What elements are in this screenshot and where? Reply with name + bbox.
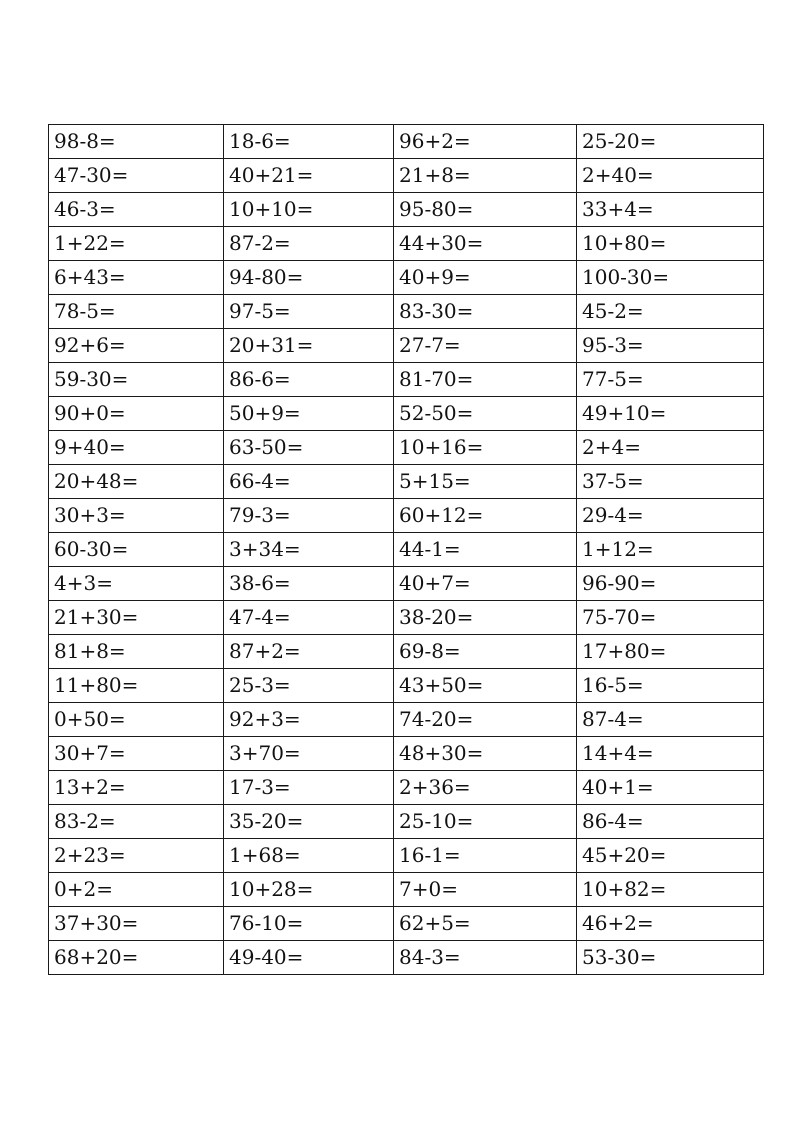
problem-cell: 17+80= (577, 635, 764, 669)
problem-cell: 52-50= (394, 397, 577, 431)
table-row (49, 873, 764, 907)
table-row (49, 805, 764, 839)
problem-cell: 2+4= (577, 431, 764, 465)
problem-cell: 38-20= (394, 601, 577, 635)
table-row (49, 227, 764, 261)
problem-cell: 29-4= (577, 499, 764, 533)
problem-cell: 48+30= (394, 737, 577, 771)
problem-cell: 45+20= (577, 839, 764, 873)
problem-cell: 10+80= (577, 227, 764, 261)
problem-cell: 98-8= (49, 125, 224, 159)
problem-cell: 30+3= (49, 499, 224, 533)
problem-cell: 79-3= (224, 499, 394, 533)
problem-cell: 17-3= (224, 771, 394, 805)
problem-cell: 63-50= (224, 431, 394, 465)
problem-cell: 21+30= (49, 601, 224, 635)
problem-cell: 18-6= (224, 125, 394, 159)
table-row (49, 159, 764, 193)
problem-cell: 100-30= (577, 261, 764, 295)
problem-cell: 49-40= (224, 941, 394, 975)
problem-cell: 7+0= (394, 873, 577, 907)
problem-cell: 40+7= (394, 567, 577, 601)
problem-cell: 97-5= (224, 295, 394, 329)
table-row (49, 669, 764, 703)
problem-cell: 10+28= (224, 873, 394, 907)
problem-cell: 27-7= (394, 329, 577, 363)
problem-cell: 2+23= (49, 839, 224, 873)
problem-cell: 68+20= (49, 941, 224, 975)
problems-table-body (49, 125, 764, 975)
table-row (49, 295, 764, 329)
problem-cell: 9+40= (49, 431, 224, 465)
problem-cell: 35-20= (224, 805, 394, 839)
problem-cell: 84-3= (394, 941, 577, 975)
table-row (49, 703, 764, 737)
problem-cell: 38-6= (224, 567, 394, 601)
problem-cell: 62+5= (394, 907, 577, 941)
problem-cell: 92+6= (49, 329, 224, 363)
problem-cell: 83-2= (49, 805, 224, 839)
table-row (49, 533, 764, 567)
problem-cell: 87-4= (577, 703, 764, 737)
problem-cell: 20+31= (224, 329, 394, 363)
table-row (49, 329, 764, 363)
problem-cell: 3+34= (224, 533, 394, 567)
problem-cell: 90+0= (49, 397, 224, 431)
problem-cell: 5+15= (394, 465, 577, 499)
problem-cell: 44-1= (394, 533, 577, 567)
problem-cell: 75-70= (577, 601, 764, 635)
problem-cell: 2+40= (577, 159, 764, 193)
problem-cell: 94-80= (224, 261, 394, 295)
table-row (49, 499, 764, 533)
problem-cell: 59-30= (49, 363, 224, 397)
problem-cell: 11+80= (49, 669, 224, 703)
problems-table (48, 124, 764, 975)
problem-cell: 44+30= (394, 227, 577, 261)
problem-cell: 0+2= (49, 873, 224, 907)
problem-cell: 69-8= (394, 635, 577, 669)
problem-cell: 10+16= (394, 431, 577, 465)
table-row (49, 397, 764, 431)
arithmetic-worksheet (48, 124, 763, 975)
problem-cell: 78-5= (49, 295, 224, 329)
problem-cell: 21+8= (394, 159, 577, 193)
problem-cell: 16-1= (394, 839, 577, 873)
problem-cell: 86-4= (577, 805, 764, 839)
problem-cell: 60-30= (49, 533, 224, 567)
table-row (49, 363, 764, 397)
table-row (49, 907, 764, 941)
problem-cell: 40+21= (224, 159, 394, 193)
table-row (49, 771, 764, 805)
problem-cell: 1+12= (577, 533, 764, 567)
problem-cell: 10+10= (224, 193, 394, 227)
problem-cell: 47-4= (224, 601, 394, 635)
problem-cell: 92+3= (224, 703, 394, 737)
problem-cell: 37-5= (577, 465, 764, 499)
problem-cell: 25-20= (577, 125, 764, 159)
problem-cell: 87+2= (224, 635, 394, 669)
problem-cell: 66-4= (224, 465, 394, 499)
problem-cell: 37+30= (49, 907, 224, 941)
problem-cell: 10+82= (577, 873, 764, 907)
problem-cell: 33+4= (577, 193, 764, 227)
problem-cell: 96-90= (577, 567, 764, 601)
problem-cell: 86-6= (224, 363, 394, 397)
problem-cell: 77-5= (577, 363, 764, 397)
problem-cell: 16-5= (577, 669, 764, 703)
problem-cell: 2+36= (394, 771, 577, 805)
problem-cell: 81-70= (394, 363, 577, 397)
problem-cell: 49+10= (577, 397, 764, 431)
table-row (49, 125, 764, 159)
table-row (49, 567, 764, 601)
problem-cell: 25-10= (394, 805, 577, 839)
problem-cell: 13+2= (49, 771, 224, 805)
table-row (49, 839, 764, 873)
problem-cell: 76-10= (224, 907, 394, 941)
problem-cell: 40+9= (394, 261, 577, 295)
table-row (49, 635, 764, 669)
problem-cell: 95-80= (394, 193, 577, 227)
problem-cell: 6+43= (49, 261, 224, 295)
problem-cell: 83-30= (394, 295, 577, 329)
problem-cell: 47-30= (49, 159, 224, 193)
problem-cell: 96+2= (394, 125, 577, 159)
problem-cell: 53-30= (577, 941, 764, 975)
problem-cell: 30+7= (49, 737, 224, 771)
problem-cell: 74-20= (394, 703, 577, 737)
problem-cell: 1+22= (49, 227, 224, 261)
table-row (49, 193, 764, 227)
problem-cell: 43+50= (394, 669, 577, 703)
problem-cell: 95-3= (577, 329, 764, 363)
problem-cell: 3+70= (224, 737, 394, 771)
problem-cell: 60+12= (394, 499, 577, 533)
problem-cell: 46+2= (577, 907, 764, 941)
problem-cell: 4+3= (49, 567, 224, 601)
table-row (49, 737, 764, 771)
table-row (49, 601, 764, 635)
problem-cell: 14+4= (577, 737, 764, 771)
problem-cell: 87-2= (224, 227, 394, 261)
problem-cell: 1+68= (224, 839, 394, 873)
problem-cell: 25-3= (224, 669, 394, 703)
problem-cell: 46-3= (49, 193, 224, 227)
table-row (49, 261, 764, 295)
problem-cell: 45-2= (577, 295, 764, 329)
problem-cell: 20+48= (49, 465, 224, 499)
table-row (49, 465, 764, 499)
problem-cell: 40+1= (577, 771, 764, 805)
table-row (49, 941, 764, 975)
problem-cell: 50+9= (224, 397, 394, 431)
problem-cell: 0+50= (49, 703, 224, 737)
table-row (49, 431, 764, 465)
problem-cell: 81+8= (49, 635, 224, 669)
